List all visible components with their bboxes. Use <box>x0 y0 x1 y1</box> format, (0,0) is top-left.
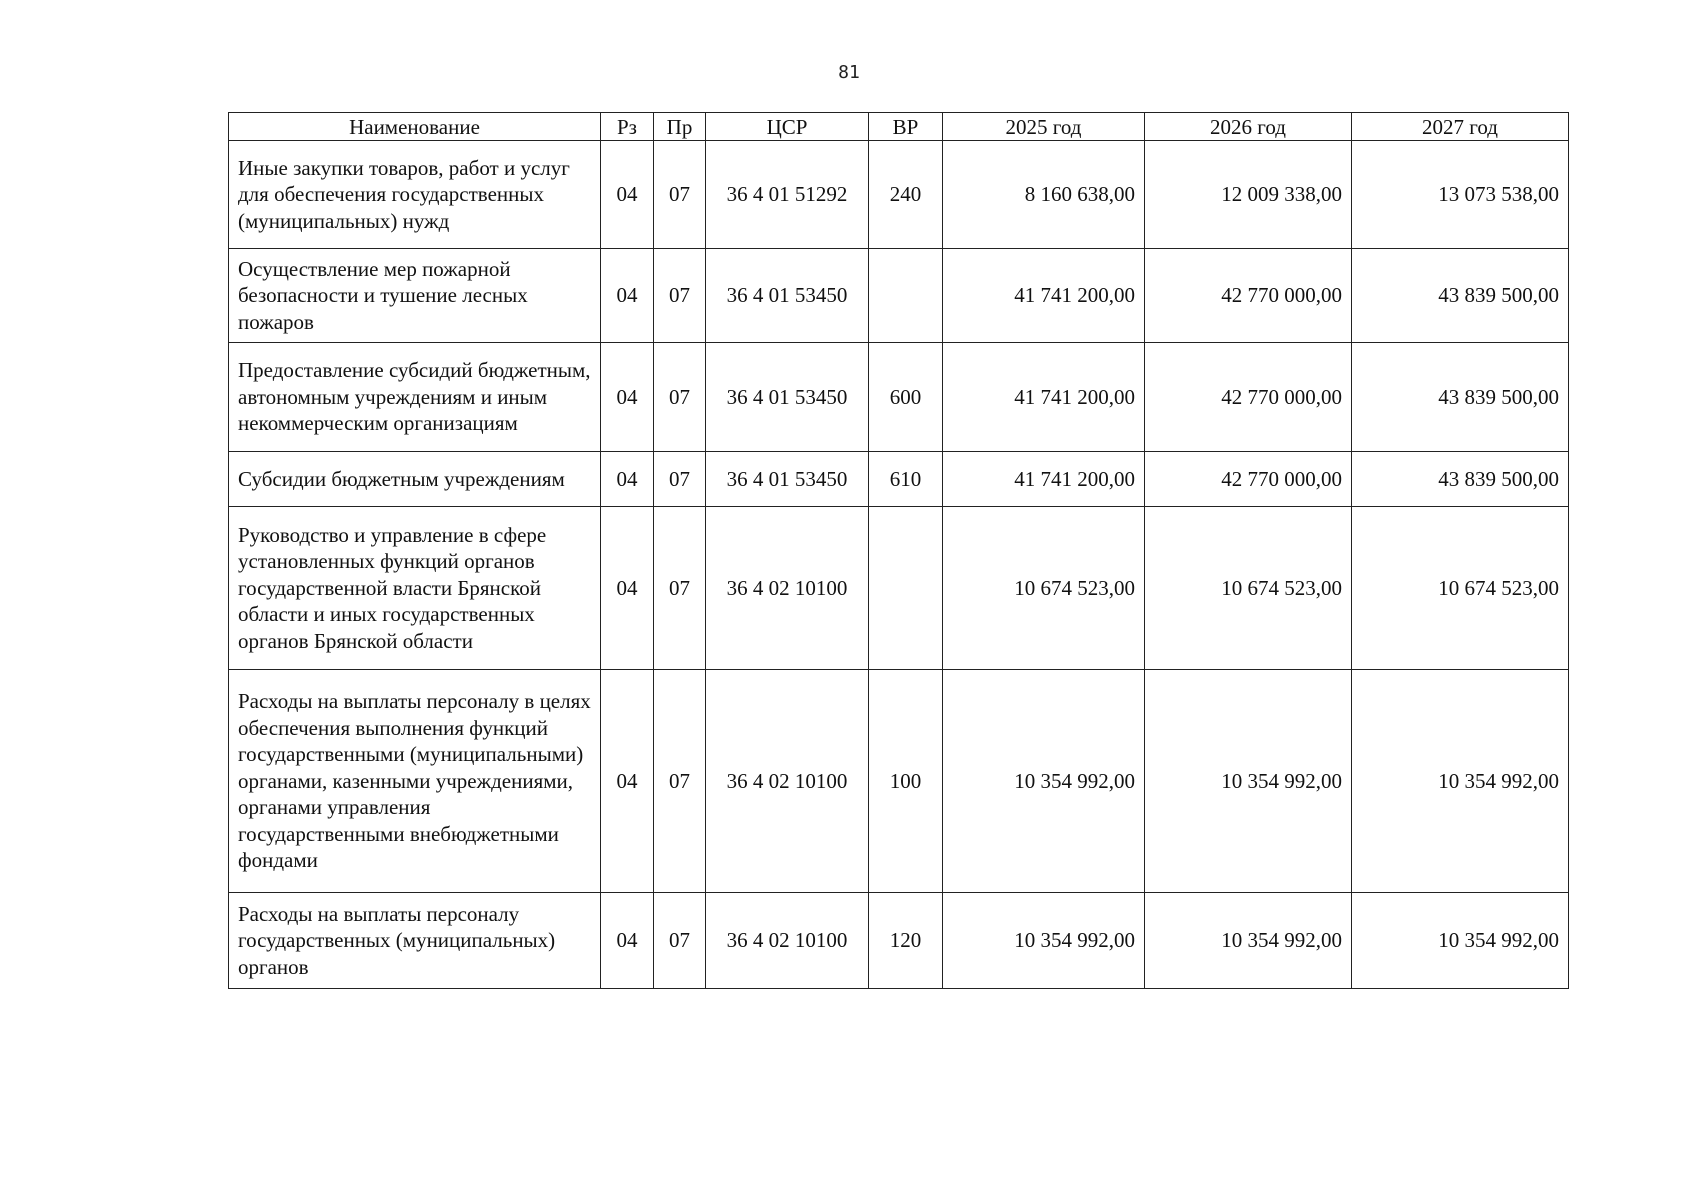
header-name: Наименование <box>229 113 601 141</box>
row-csr: 36 4 01 53450 <box>706 249 869 343</box>
row-rz: 04 <box>601 141 654 249</box>
row-csr: 36 4 01 51292 <box>706 141 869 249</box>
row-pr: 07 <box>654 670 706 893</box>
row-vr: 120 <box>869 893 943 989</box>
row-vr: 100 <box>869 670 943 893</box>
table-row <box>229 249 1569 343</box>
row-2027: 43 839 500,00 <box>1352 343 1569 452</box>
row-name: Расходы на выплаты персоналу государственных (муниципальных) органов <box>229 893 601 989</box>
header-vr: ВР <box>869 113 943 141</box>
row-rz: 04 <box>601 452 654 507</box>
row-2026: 10 354 992,00 <box>1145 670 1352 893</box>
table-row <box>229 343 1569 452</box>
row-vr: 600 <box>869 343 943 452</box>
row-2025: 10 674 523,00 <box>943 507 1145 670</box>
row-2025: 41 741 200,00 <box>943 452 1145 507</box>
row-name: Расходы на выплаты персоналу в целях обеспечения выполнения функций государственными (муниципальными) органами, казенными учреждениями, органами управления государственными внебюджетными фондами <box>229 670 601 893</box>
row-2027: 43 839 500,00 <box>1352 249 1569 343</box>
row-pr: 07 <box>654 343 706 452</box>
header-rz: Рз <box>601 113 654 141</box>
row-name: Иные закупки товаров, работ и услуг для обеспечения государственных (муниципальных) нужд <box>229 141 601 249</box>
row-pr: 07 <box>654 141 706 249</box>
header-row <box>229 113 1569 141</box>
row-2026: 42 770 000,00 <box>1145 343 1352 452</box>
row-csr: 36 4 02 10100 <box>706 507 869 670</box>
header-2025: 2025 год <box>943 113 1145 141</box>
row-rz: 04 <box>601 893 654 989</box>
row-2027: 10 354 992,00 <box>1352 893 1569 989</box>
row-csr: 36 4 01 53450 <box>706 343 869 452</box>
row-name: Субсидии бюджетным учреждениям <box>229 452 601 507</box>
row-name: Осуществление мер пожарной безопасности и тушение лесных пожаров <box>229 249 601 343</box>
row-vr <box>869 507 943 670</box>
row-pr: 07 <box>654 249 706 343</box>
page-number: 81 <box>838 62 860 83</box>
row-rz: 04 <box>601 343 654 452</box>
row-2027: 10 674 523,00 <box>1352 507 1569 670</box>
row-2026: 42 770 000,00 <box>1145 249 1352 343</box>
table-row <box>229 141 1569 249</box>
row-name: Руководство и управление в сфере установленных функций органов государственной власти Брянской области и иных государственных органов Брянской области <box>229 507 601 670</box>
row-csr: 36 4 02 10100 <box>706 893 869 989</box>
row-2025: 41 741 200,00 <box>943 343 1145 452</box>
row-rz: 04 <box>601 507 654 670</box>
row-vr <box>869 249 943 343</box>
table-row <box>229 452 1569 507</box>
row-2025: 41 741 200,00 <box>943 249 1145 343</box>
row-2026: 42 770 000,00 <box>1145 452 1352 507</box>
row-2025: 10 354 992,00 <box>943 670 1145 893</box>
header-2026: 2026 год <box>1145 113 1352 141</box>
row-2027: 43 839 500,00 <box>1352 452 1569 507</box>
budget-table <box>228 112 1569 989</box>
table-row <box>229 507 1569 670</box>
row-vr: 240 <box>869 141 943 249</box>
table-row <box>229 893 1569 989</box>
row-rz: 04 <box>601 670 654 893</box>
row-pr: 07 <box>654 893 706 989</box>
row-name: Предоставление субсидий бюджетным, автономным учреждениям и иным некоммерческим организациям <box>229 343 601 452</box>
row-2027: 10 354 992,00 <box>1352 670 1569 893</box>
header-pr: Пр <box>654 113 706 141</box>
row-csr: 36 4 02 10100 <box>706 670 869 893</box>
row-2025: 8 160 638,00 <box>943 141 1145 249</box>
table-row <box>229 670 1569 893</box>
row-pr: 07 <box>654 507 706 670</box>
row-2026: 12 009 338,00 <box>1145 141 1352 249</box>
row-csr: 36 4 01 53450 <box>706 452 869 507</box>
row-pr: 07 <box>654 452 706 507</box>
row-rz: 04 <box>601 249 654 343</box>
row-2026: 10 354 992,00 <box>1145 893 1352 989</box>
header-2027: 2027 год <box>1352 113 1569 141</box>
row-2025: 10 354 992,00 <box>943 893 1145 989</box>
row-2026: 10 674 523,00 <box>1145 507 1352 670</box>
header-csr: ЦСР <box>706 113 869 141</box>
row-vr: 610 <box>869 452 943 507</box>
row-2027: 13 073 538,00 <box>1352 141 1569 249</box>
